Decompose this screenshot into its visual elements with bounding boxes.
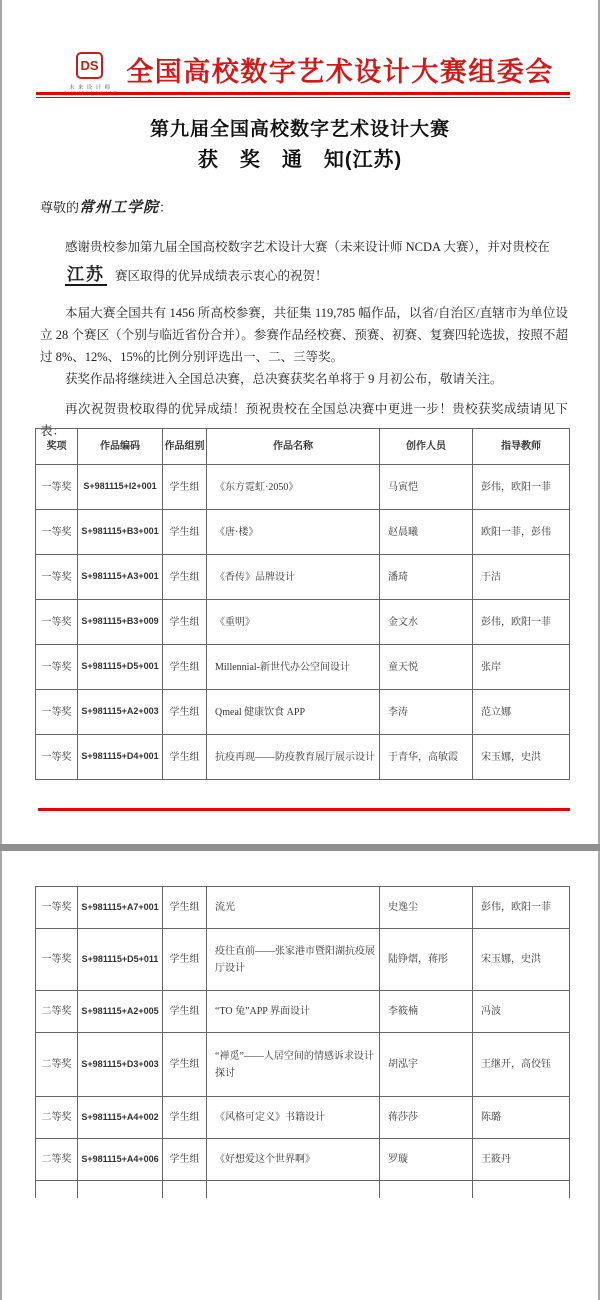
table-cell: “TO 兔”APP 界面设计	[207, 991, 380, 1033]
table-cell: 宋玉娜，史洪	[473, 929, 570, 991]
paragraph-congrats: 再次祝贺贵校取得的优异成绩！预祝贵校在全国总决赛中更进一步！贵校获奖成绩请见下表：	[40, 402, 568, 438]
table-cell: 潘琦	[380, 555, 473, 600]
greeting-line	[40, 196, 172, 217]
table-cell: S+981115+A4+002	[78, 1097, 163, 1139]
org-header	[63, 50, 568, 96]
table-cell: 一等奖	[36, 645, 78, 690]
table-cell: Qmeal 健康饮食 APP	[207, 690, 380, 735]
table-cell: 赵晨曦	[380, 510, 473, 555]
table-cell: 彭伟，欧阳一菲	[473, 600, 570, 645]
partial-row-body	[36, 1181, 570, 1199]
table-cell: 一等奖	[36, 465, 78, 510]
table-cell: 欧阳一菲，彭伟	[473, 510, 570, 555]
table-cell: 陈璐	[473, 1097, 570, 1139]
table-cell: 二等奖	[36, 1033, 78, 1097]
table-row	[36, 600, 570, 645]
table-cell: 范立娜	[473, 690, 570, 735]
table-cell	[36, 1181, 78, 1199]
table-cell: S+981115+B3+009	[78, 600, 163, 645]
column-header: 作品名称	[207, 429, 380, 465]
table-cell: 学生组	[163, 1097, 207, 1139]
logo-caption: 未 来 设 计 师	[68, 85, 111, 91]
table-cell: 学生组	[163, 929, 207, 991]
table-cell: 金文水	[380, 600, 473, 645]
table-row	[36, 465, 570, 510]
table-cell: 《好想爱这个世界啊》	[207, 1139, 380, 1181]
table-cell: 《东方霓虹·2050》	[207, 465, 380, 510]
table-row	[36, 735, 570, 780]
paragraph-stats: 本届大赛全国共有 1456 所高校参赛，共征集 119,785 幅作品，以省/自治区/直辖市为单位设立 28 个赛区（个别与临近省份合并）。参赛作品经校赛、预赛、初赛、复赛四轮选拔，按照不超过 8%、12%、15%的比例分别评选出一、二、三等奖。	[40, 306, 568, 364]
table-cell: 学生组	[163, 887, 207, 929]
table-cell: 张岸	[473, 645, 570, 690]
header-double-rule	[36, 92, 570, 98]
doc-title-line2: 获 奖 通 知(江苏)	[197, 149, 403, 171]
table-cell: 二等奖	[36, 991, 78, 1033]
table-cell: S+981115+A4+006	[78, 1139, 163, 1181]
table-row	[36, 887, 570, 929]
table-row	[36, 1139, 570, 1181]
region-rest: 赛区取得的优异成绩表示衷心的祝贺！	[115, 269, 328, 283]
table-cell: 宋玉娜，史洪	[473, 735, 570, 780]
table-cell: 王筱丹	[473, 1139, 570, 1181]
table-cell: 学生组	[163, 690, 207, 735]
table-cell: 李筱楠	[380, 991, 473, 1033]
table-cell	[380, 1181, 473, 1199]
table-cell: 一等奖	[36, 887, 78, 929]
column-header: 奖项	[36, 429, 78, 465]
table-cell: 马寅恺	[380, 465, 473, 510]
table-cell: 童天悦	[380, 645, 473, 690]
ncda-logo-icon: DS	[76, 52, 103, 79]
table-cell: 胡泓宇	[380, 1033, 473, 1097]
table-row	[36, 991, 570, 1033]
table-cell: 抗疫再现——防疫教育展厅展示设计	[207, 735, 380, 780]
table-header-row	[36, 429, 570, 465]
table-cell: 史逸尘	[380, 887, 473, 929]
doc-title-line1: 第九届全国高校数字艺术设计大赛	[149, 119, 450, 140]
table-cell: 《风格可定义》书籍设计	[207, 1097, 380, 1139]
region-name: 江苏	[67, 265, 105, 284]
table-cell: S+981115+D5+011	[78, 929, 163, 991]
school-name: 常州工学院	[79, 198, 160, 216]
table-cell: S+981115+A2+005	[78, 991, 163, 1033]
table-cell: 《香传》品牌设计	[207, 555, 380, 600]
table-row	[36, 510, 570, 555]
table-cell	[473, 1181, 570, 1199]
table-cell: 二等奖	[36, 1097, 78, 1139]
table-cell: 于洁	[473, 555, 570, 600]
table-cell: 一等奖	[36, 600, 78, 645]
awards-table-page2	[35, 886, 571, 1198]
table-cell: 《唐·楼》	[207, 510, 380, 555]
table-row	[36, 555, 570, 600]
table-cell: 一等奖	[36, 929, 78, 991]
logo-subcaption: 全国高校数字艺术设计大赛	[63, 91, 117, 96]
table-cell: 学生组	[163, 510, 207, 555]
table-cell: S+981115+A2+003	[78, 690, 163, 735]
table-cell: 二等奖	[36, 1139, 78, 1181]
table-cell: S+981115+D5+001	[78, 645, 163, 690]
column-header: 创作人员	[380, 429, 473, 465]
table-row	[36, 1033, 570, 1097]
table-cell: “禅觅”——人居空间的情感诉求设计探讨	[207, 1033, 380, 1097]
column-header: 指导教师	[473, 429, 570, 465]
page-2	[0, 851, 600, 1300]
table-cell: S+981115+A3+001	[78, 555, 163, 600]
table-row	[36, 645, 570, 690]
table-cell: 一等奖	[36, 555, 78, 600]
table-row	[36, 1181, 570, 1199]
paragraph-finals: 获奖作品将继续进入全国总决赛，总决赛获奖名单将于 9 月初公布，敬请关注。	[65, 372, 503, 386]
table-cell: 于青华，高敏霞	[380, 735, 473, 780]
table-cell: S+981115+D3+003	[78, 1033, 163, 1097]
table-cell: 一等奖	[36, 690, 78, 735]
column-header: 作品组别	[163, 429, 207, 465]
greeting-suffix: ：	[159, 200, 173, 215]
table-cell: 学生组	[163, 465, 207, 510]
table-cell: S+981115+A7+001	[78, 887, 163, 929]
awards-table-page1	[35, 428, 571, 781]
table-cell	[207, 1181, 380, 1199]
table-cell	[163, 1181, 207, 1199]
column-header: 作品编码	[78, 429, 163, 465]
table-cell: 一等奖	[36, 510, 78, 555]
table-cell: 《重明》	[207, 600, 380, 645]
table-cell: 冯波	[473, 991, 570, 1033]
table-cell: 疫往直前——张家港市暨阳湖抗疫展厅设计	[207, 929, 380, 991]
table-cell: 学生组	[163, 1139, 207, 1181]
table-cell: S+981115+I2+001	[78, 465, 163, 510]
org-title: 全国高校数字艺术设计大赛组委会	[126, 57, 554, 87]
greeting-prefix: 尊敬的	[40, 200, 80, 215]
table-cell: 学生组	[163, 600, 207, 645]
table-cell: 彭伟，欧阳一菲	[473, 465, 570, 510]
table-row	[36, 929, 570, 991]
table-cell: S+981115+D4+001	[78, 735, 163, 780]
table-cell: 流光	[207, 887, 380, 929]
table-cell: Millennial-新世代办公空间设计	[207, 645, 380, 690]
table-cell: 陆铮熠，蒋彤	[380, 929, 473, 991]
table-cell: 学生组	[163, 991, 207, 1033]
table-cell: 彭伟，欧阳一菲	[473, 887, 570, 929]
table-cell: 一等奖	[36, 735, 78, 780]
table-cell: 罗璇	[380, 1139, 473, 1181]
table-cell: 学生组	[163, 645, 207, 690]
page-separator	[0, 844, 600, 851]
table-row	[36, 1097, 570, 1139]
table-cell: 王继开，高佼钰	[473, 1033, 570, 1097]
paragraph-thanks: 感谢贵校参加第九届全国高校数字艺术设计大赛（未来设计师 NCDA 大赛），并对贵校在	[65, 240, 550, 254]
table-cell: 蒋莎莎	[380, 1097, 473, 1139]
table-cell: 学生组	[163, 555, 207, 600]
table-cell: 李涛	[380, 690, 473, 735]
table-cell: 学生组	[163, 1033, 207, 1097]
table-cell: S+981115+B3+001	[78, 510, 163, 555]
table-row	[36, 690, 570, 735]
table-cell	[78, 1181, 163, 1199]
footer-red-rule	[38, 808, 570, 811]
table-cell: 学生组	[163, 735, 207, 780]
region-line	[40, 260, 568, 285]
